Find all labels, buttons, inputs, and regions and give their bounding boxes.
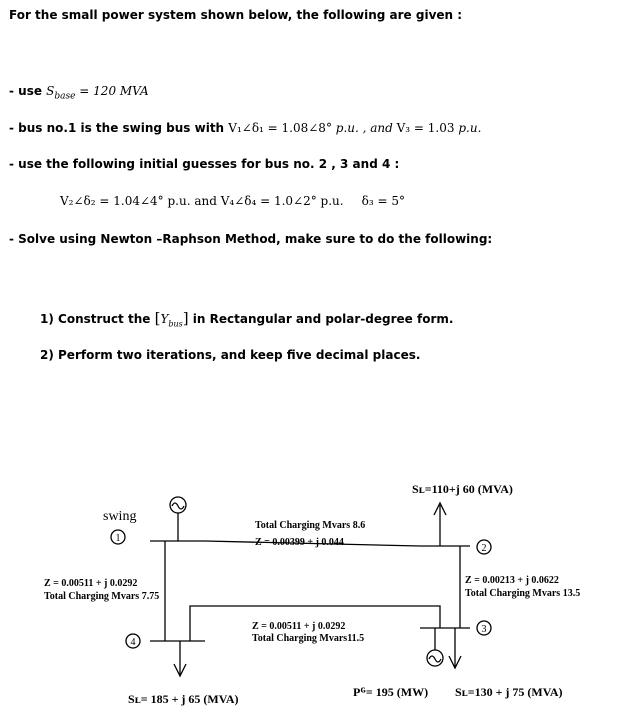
- swing-bus-prefix: - bus no.1 is the swing bus with: [9, 121, 229, 135]
- task-1: 1) Construct the $[Y_{bus}]$ in Rectangular and polar-degree form.: [40, 309, 454, 329]
- line-2-3-charging: Total Charging Mvars 13.5: [465, 588, 581, 599]
- sbase-expr: = 120 MVA: [75, 84, 149, 98]
- gen-3-label: Pᴳ= 195 (MW): [353, 685, 429, 699]
- task-1-prefix: 1) Construct the: [40, 312, 155, 326]
- gen-1-wave-icon: [172, 503, 184, 509]
- line-4-3-charging: Total Charging Mvars11.5: [252, 633, 365, 644]
- v4-guess: V₄∠δ₄ = 1.0∠2° p.u.: [220, 194, 344, 208]
- d3-guess: δ₃ = 5°: [361, 194, 405, 208]
- bus-3-number: 3: [481, 624, 487, 635]
- line-1-2-impedance: Z = 0.00399 + j 0.044: [255, 537, 344, 548]
- line-1-2-charging: Total Charging Mvars 8.6: [255, 520, 366, 531]
- line-2-3-impedance: Z = 0.00213 + j 0.0622: [465, 575, 559, 586]
- bus-4-number: 4: [130, 637, 136, 648]
- bus-1-number: 1: [115, 533, 121, 544]
- line-1-4-charging: Total Charging Mvars 7.75: [44, 591, 160, 602]
- sbase-var: S: [46, 84, 55, 98]
- v2-guess: V₂∠δ₂ = 1.04∠4° p.u.: [60, 194, 191, 208]
- sbase-sub: base: [54, 91, 76, 102]
- line-4-3-impedance: Z = 0.00511 + j 0.0292: [252, 621, 346, 632]
- v3-expr: V₃ = 1.03: [396, 121, 455, 135]
- swing-label: swing: [103, 509, 137, 524]
- ybus-sub: bus: [168, 319, 183, 329]
- v1-mid: p.u. , and: [331, 121, 397, 135]
- load-3-label: Sʟ=130 + j 75 (MVA): [455, 685, 563, 699]
- v1-expr: V₁∠δ₁ = 1.08∠8°: [228, 121, 332, 135]
- ybus-var: Y: [160, 312, 169, 326]
- gen-3-wave-icon: [429, 656, 441, 662]
- load-2-label: Sʟ=110+j 60 (MVA): [412, 482, 513, 496]
- task-2: 2) Perform two iterations, and keep five decimal places.: [40, 348, 421, 362]
- intro-text: For the small power system shown below, the following are given :: [9, 8, 463, 22]
- guess-and: and: [190, 194, 221, 208]
- line-1-4-impedance: Z = 0.00511 + j 0.0292: [44, 578, 138, 589]
- task-1-suffix: in Rectangular and polar-degree form.: [188, 312, 454, 326]
- bus-2-number: 2: [481, 543, 487, 554]
- initial-guess-line: - use the following initial guesses for bus no. 2 , 3 and 4 :: [9, 157, 400, 171]
- solve-line: - Solve using Newton –Raphson Method, make sure to do the following:: [9, 232, 493, 246]
- v3-suffix: p.u.: [454, 121, 482, 135]
- sbase-prefix: - use: [9, 84, 47, 98]
- load-4-label: Sʟ= 185 + j 65 (MVA): [128, 692, 239, 706]
